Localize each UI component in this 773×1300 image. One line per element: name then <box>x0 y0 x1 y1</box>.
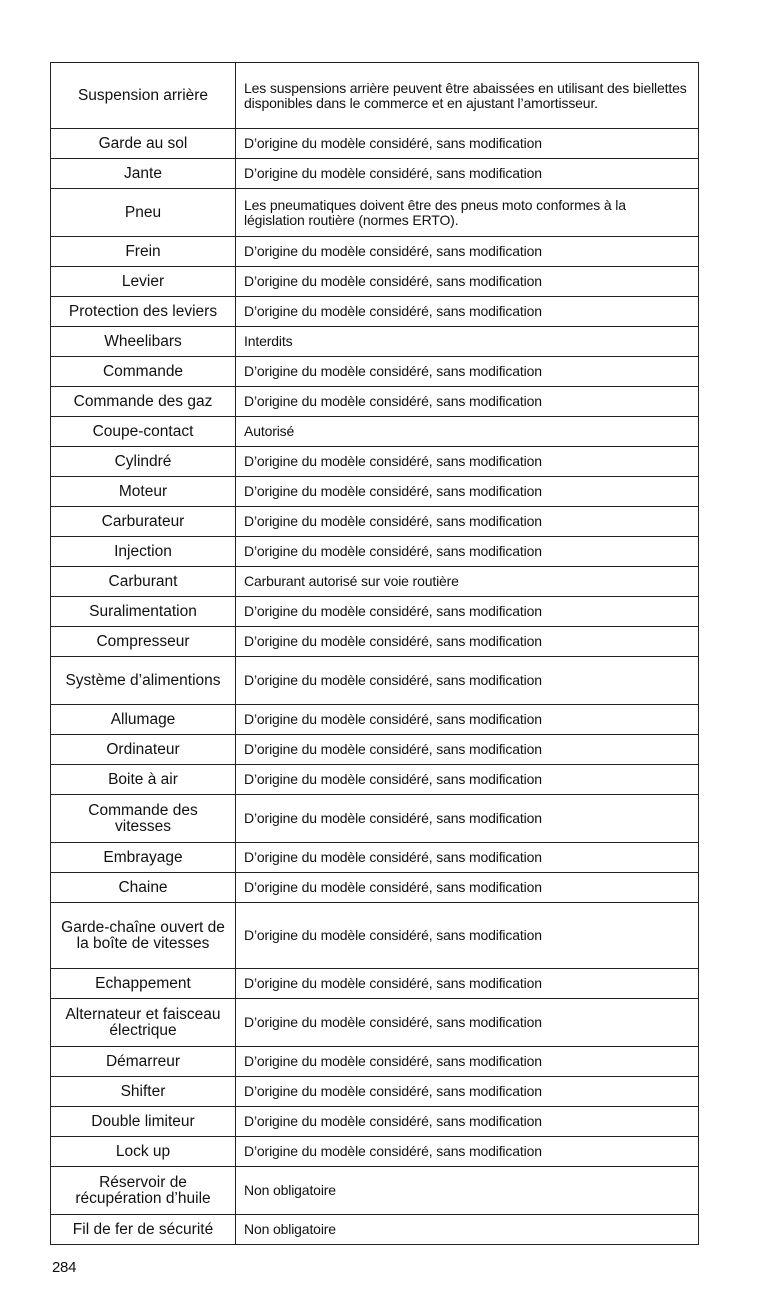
row-label: Allumage <box>51 705 236 735</box>
row-value: D’origine du modèle considéré, sans modification <box>236 267 699 297</box>
table-row <box>51 447 699 477</box>
table-row <box>51 567 699 597</box>
table-row <box>51 537 699 567</box>
table-row <box>51 267 699 297</box>
row-label: Shifter <box>51 1077 236 1107</box>
row-value: D’origine du modèle considéré, sans modification <box>236 477 699 507</box>
row-label: Fil de fer de sécurité <box>51 1215 236 1245</box>
table-row <box>51 657 699 705</box>
table-row <box>51 903 699 969</box>
table-row <box>51 237 699 267</box>
table-row <box>51 1077 699 1107</box>
row-value: Non obligatoire <box>236 1167 699 1215</box>
row-label: Carburant <box>51 567 236 597</box>
row-value: D’origine du modèle considéré, sans modification <box>236 765 699 795</box>
row-value: Les pneumatiques doivent être des pneus moto conformes à la législation routière (normes ERTO). <box>236 189 699 237</box>
table-row <box>51 873 699 903</box>
row-value: D’origine du modèle considéré, sans modification <box>236 1047 699 1077</box>
table-row <box>51 735 699 765</box>
table-row <box>51 189 699 237</box>
row-label: Démarreur <box>51 1047 236 1077</box>
row-label: Lock up <box>51 1137 236 1167</box>
row-label: Commande <box>51 357 236 387</box>
row-label: Jante <box>51 159 236 189</box>
row-label: Ordinateur <box>51 735 236 765</box>
table-row <box>51 969 699 999</box>
table-row <box>51 1137 699 1167</box>
row-label: Levier <box>51 267 236 297</box>
row-value: D’origine du modèle considéré, sans modification <box>236 969 699 999</box>
row-label: Carburateur <box>51 507 236 537</box>
row-label: Moteur <box>51 477 236 507</box>
regulation-table <box>50 62 699 1245</box>
row-value: D’origine du modèle considéré, sans modification <box>236 159 699 189</box>
row-value: D’origine du modèle considéré, sans modification <box>236 1137 699 1167</box>
row-label: Double limiteur <box>51 1107 236 1137</box>
row-label: Coupe-contact <box>51 417 236 447</box>
table-row <box>51 597 699 627</box>
row-value: D’origine du modèle considéré, sans modification <box>236 735 699 765</box>
row-label: Injection <box>51 537 236 567</box>
table-row <box>51 795 699 843</box>
row-value: D’origine du modèle considéré, sans modification <box>236 657 699 705</box>
row-label: Compresseur <box>51 627 236 657</box>
row-label: Commande des gaz <box>51 387 236 417</box>
row-label: Suspension arrière <box>51 63 236 129</box>
row-label: Pneu <box>51 189 236 237</box>
row-label: Commande des vitesses <box>51 795 236 843</box>
row-value: D’origine du modèle considéré, sans modification <box>236 387 699 417</box>
table-row <box>51 159 699 189</box>
table-row <box>51 507 699 537</box>
table-row <box>51 357 699 387</box>
row-label: Système d’alimentions <box>51 657 236 705</box>
table-row <box>51 765 699 795</box>
table-row <box>51 477 699 507</box>
table-row <box>51 627 699 657</box>
table-row <box>51 327 699 357</box>
page-number: 284 <box>52 1259 77 1276</box>
row-value: D’origine du modèle considéré, sans modification <box>236 843 699 873</box>
row-label: Boite à air <box>51 765 236 795</box>
row-label: Alternateur et faisceau électrique <box>51 999 236 1047</box>
table-row <box>51 1215 699 1245</box>
row-label: Echappement <box>51 969 236 999</box>
row-value: Carburant autorisé sur voie routière <box>236 567 699 597</box>
table-row <box>51 1107 699 1137</box>
row-value: D’origine du modèle considéré, sans modification <box>236 597 699 627</box>
row-value: Les suspensions arrière peuvent être abaissées en utilisant des biellettes disponibles dans le commerce et en ajustant l’amortisseur. <box>236 63 699 129</box>
row-value: D’origine du modèle considéré, sans modification <box>236 1077 699 1107</box>
row-value: D’origine du modèle considéré, sans modification <box>236 447 699 477</box>
row-value: D’origine du modèle considéré, sans modification <box>236 129 699 159</box>
regulation-table-body <box>51 63 699 1245</box>
row-label: Réservoir de récupération d’huile <box>51 1167 236 1215</box>
row-value: D’origine du modèle considéré, sans modification <box>236 705 699 735</box>
row-label: Embrayage <box>51 843 236 873</box>
table-row <box>51 1167 699 1215</box>
table-row <box>51 1047 699 1077</box>
table-row <box>51 999 699 1047</box>
row-label: Garde-chaîne ouvert de la boîte de vitesses <box>51 903 236 969</box>
row-value: D’origine du modèle considéré, sans modification <box>236 999 699 1047</box>
row-value: Interdits <box>236 327 699 357</box>
row-value: Non obligatoire <box>236 1215 699 1245</box>
row-value: D’origine du modèle considéré, sans modification <box>236 507 699 537</box>
row-value: D’origine du modèle considéré, sans modification <box>236 237 699 267</box>
table-row <box>51 705 699 735</box>
row-value: D’origine du modèle considéré, sans modification <box>236 357 699 387</box>
row-value: Autorisé <box>236 417 699 447</box>
table-row <box>51 843 699 873</box>
row-value: D’origine du modèle considéré, sans modification <box>236 297 699 327</box>
row-value: D’origine du modèle considéré, sans modification <box>236 873 699 903</box>
row-label: Suralimentation <box>51 597 236 627</box>
row-label: Protection des leviers <box>51 297 236 327</box>
row-label: Frein <box>51 237 236 267</box>
table-row <box>51 387 699 417</box>
row-value: D’origine du modèle considéré, sans modification <box>236 795 699 843</box>
table-row <box>51 129 699 159</box>
row-value: D’origine du modèle considéré, sans modification <box>236 903 699 969</box>
row-label: Garde au sol <box>51 129 236 159</box>
row-value: D’origine du modèle considéré, sans modification <box>236 537 699 567</box>
row-label: Wheelibars <box>51 327 236 357</box>
table-row <box>51 63 699 129</box>
row-value: D’origine du modèle considéré, sans modification <box>236 627 699 657</box>
row-label: Cylindré <box>51 447 236 477</box>
table-row <box>51 417 699 447</box>
table-row <box>51 297 699 327</box>
row-value: D’origine du modèle considéré, sans modification <box>236 1107 699 1137</box>
row-label: Chaine <box>51 873 236 903</box>
